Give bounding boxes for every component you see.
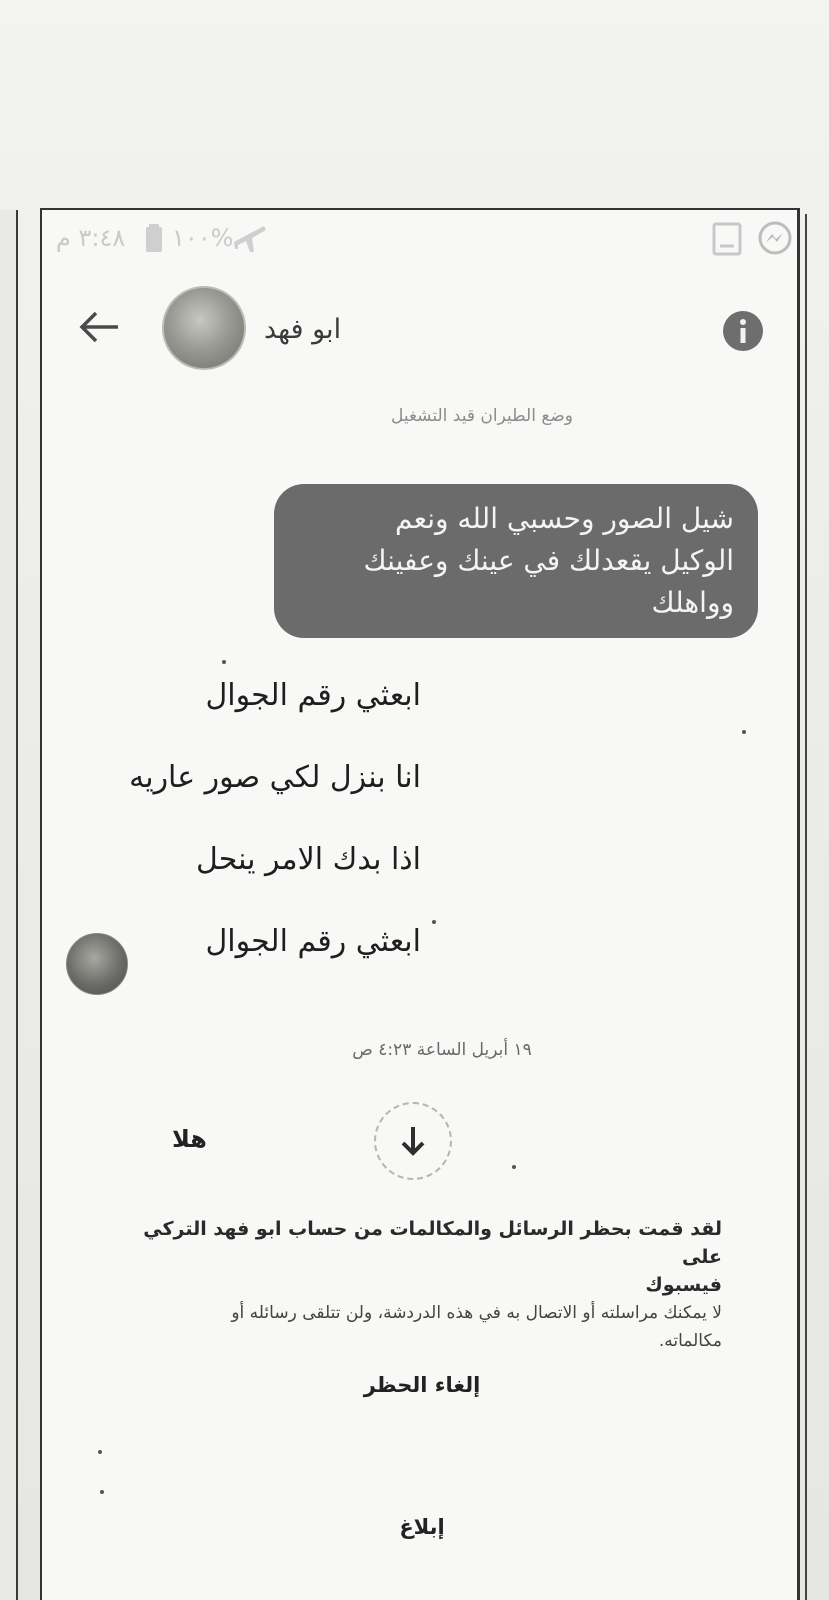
block-notice-subtitle: لا يمكنك مراسلته أو الاتصال به في هذه الدردشة، ولن تتلقى رسائله أو xyxy=(231,1303,722,1323)
message-timestamp: ١٩ أبريل الساعة ٤:٢٣ ص xyxy=(352,1040,532,1060)
scan-speck xyxy=(98,1450,102,1454)
messenger-icon xyxy=(756,220,794,258)
sender-avatar[interactable] xyxy=(66,933,128,995)
battery-percentage: ١٠٠% xyxy=(172,224,234,252)
sent-message-line: الوكيل يقعدلك في عينك وعفينك xyxy=(363,544,734,577)
scan-speck xyxy=(512,1165,516,1169)
scan-speck xyxy=(100,1490,104,1494)
contact-avatar[interactable] xyxy=(162,286,246,370)
left-page-edge xyxy=(0,210,18,1600)
scan-speck xyxy=(742,730,746,734)
block-notice-title: فيسبوك xyxy=(645,1274,722,1296)
scan-speck xyxy=(432,920,436,924)
block-notice xyxy=(102,1215,722,1355)
sent-message-line: وواهلك xyxy=(651,586,734,619)
block-notice-title: لقد قمت بحظر الرسائل والمكالمات من حساب ابو فهد التركي على xyxy=(143,1218,722,1268)
sent-message-bubble[interactable] xyxy=(274,484,758,638)
unblock-button[interactable]: إلغاء الحظر xyxy=(363,1373,481,1397)
scan-speck xyxy=(222,660,226,664)
airplane-mode-icon xyxy=(230,218,268,256)
received-message[interactable]: انا بنزل لكي صور عاريه xyxy=(129,760,421,795)
contact-name[interactable]: ابو فهد xyxy=(264,314,342,345)
back-arrow-icon[interactable] xyxy=(78,310,120,344)
right-page-edge xyxy=(805,214,807,1600)
scroll-down-button[interactable] xyxy=(374,1102,452,1180)
status-bar xyxy=(42,210,797,266)
status-time: ٣:٤٨ م xyxy=(56,224,126,252)
sent-message-line: شيل الصور وحسبي الله ونعم xyxy=(395,502,734,535)
phone-screen xyxy=(40,208,800,1600)
block-notice-subtitle: مكالماته. xyxy=(658,1331,722,1351)
arrow-down-icon xyxy=(396,1124,430,1158)
received-message[interactable]: اذا بدك الامر ينحل xyxy=(195,842,421,877)
note-icon xyxy=(712,222,742,256)
battery-icon xyxy=(146,224,162,252)
info-icon[interactable] xyxy=(722,310,764,352)
report-button[interactable]: إبلاغ xyxy=(399,1515,445,1539)
received-message[interactable]: ابعثي رقم الجوال xyxy=(205,678,421,713)
airplane-mode-notice: وضع الطيران قيد التشغيل xyxy=(390,406,574,426)
received-message[interactable]: هلا xyxy=(172,1125,207,1153)
chat-header xyxy=(42,270,797,380)
received-message[interactable]: ابعثي رقم الجوال xyxy=(205,924,421,959)
